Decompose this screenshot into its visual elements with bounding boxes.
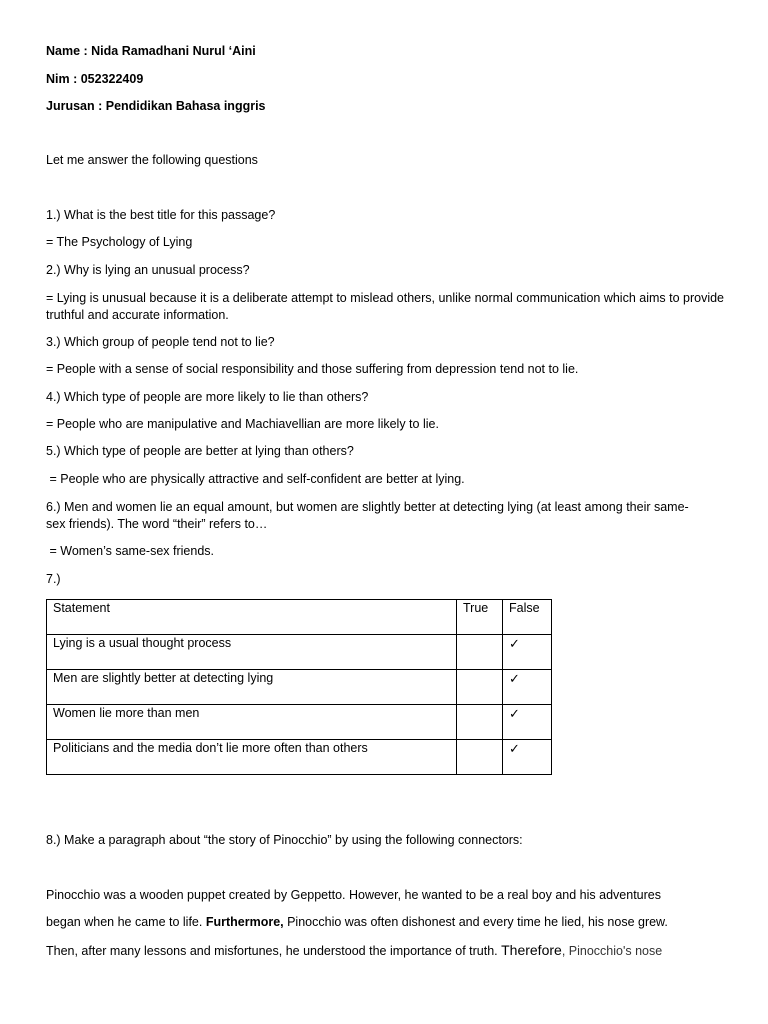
check-icon: ✓ (503, 740, 552, 775)
question-2: 2.) Why is lying an unusual process? (46, 263, 250, 277)
question-1: 1.) What is the best title for this passage? (46, 208, 276, 222)
table-row (47, 635, 552, 670)
table-row (47, 740, 552, 775)
answer-3: = People with a sense of social responsibility and those suffering from depression tend not to lie. (46, 362, 579, 376)
paragraph-text: began when he came to life. (46, 915, 206, 929)
answer-4: = People who are manipulative and Machiavellian are more likely to lie. (46, 417, 439, 431)
intro-text: Let me answer the following questions (46, 153, 258, 167)
paragraph-text: , Pinocchio's nose (561, 944, 663, 958)
header-false: False (503, 600, 552, 635)
true-false-table (46, 599, 552, 775)
row-statement: Lying is a usual thought process (47, 635, 457, 670)
paragraph-line-2 (46, 915, 668, 929)
table-header-row (47, 600, 552, 635)
question-7-label: 7.) (46, 572, 61, 586)
row-true (457, 705, 503, 740)
answer-1: = The Psychology of Lying (46, 235, 193, 249)
row-true (457, 635, 503, 670)
check-icon: ✓ (503, 635, 552, 670)
connector-furthermore: Furthermore, (205, 915, 284, 929)
paragraph-line-1: Pinocchio was a wooden puppet created by Geppetto. However, he wanted to be a real boy and his adventures (46, 888, 661, 902)
question-4: 4.) Which type of people are more likely to lie than others? (46, 390, 369, 404)
row-statement: Men are slightly better at detecting lying (47, 670, 457, 705)
header-statement: Statement (47, 600, 457, 635)
answer-6: = Women’s same-sex friends. (46, 544, 215, 558)
row-true (457, 740, 503, 775)
answer-5: = People who are physically attractive and self-confident are better at lying. (46, 472, 465, 486)
paragraph-text: Pinocchio was often dishonest and every time he lied, his nose grew. (283, 915, 668, 929)
question-3: 3.) Which group of people tend not to lie? (46, 335, 275, 349)
student-major: Jurusan : Pendidikan Bahasa inggris (46, 99, 266, 113)
connector-therefore: Therefore (501, 942, 562, 958)
answer-2: = Lying is unusual because it is a deliberate attempt to mislead others, unlike normal communication which aims to provide truthful and accurate information. (46, 291, 725, 322)
paragraph-line-3 (46, 942, 662, 958)
student-name: Name : Nida Ramadhani Nurul ‘Aini (46, 44, 256, 58)
row-true (457, 670, 503, 705)
header-true: True (457, 600, 503, 635)
question-8: 8.) Make a paragraph about “the story of Pinocchio” by using the following connectors: (46, 833, 523, 847)
question-5: 5.) Which type of people are better at lying than others? (46, 444, 354, 458)
table-row (47, 670, 552, 705)
student-nim: Nim : 052322409 (46, 72, 144, 86)
table-row (47, 705, 552, 740)
check-icon: ✓ (503, 705, 552, 740)
row-statement: Politicians and the media don’t lie more often than others (47, 740, 457, 775)
row-statement: Women lie more than men (47, 705, 457, 740)
question-6: 6.) Men and women lie an equal amount, but women are slightly better at detecting lying (at least among their same-sex friends). The word “their” refers to… (46, 500, 689, 531)
paragraph-text: Then, after many lessons and misfortunes, he understood the importance of truth. (46, 944, 502, 958)
check-icon: ✓ (503, 670, 552, 705)
